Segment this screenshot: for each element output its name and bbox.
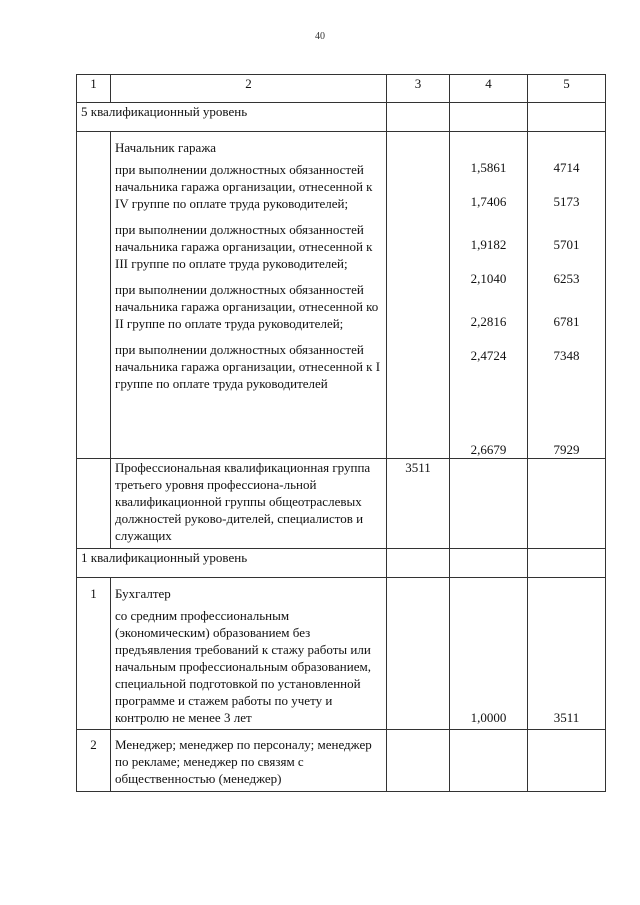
header-col-1: 1 — [77, 75, 111, 103]
salary-column — [528, 132, 606, 459]
row-number: 1 — [90, 586, 97, 601]
accountant-title: Бухгалтер — [115, 586, 171, 601]
coef-group-2 — [454, 236, 523, 287]
level1-row — [77, 549, 606, 578]
header-col-4: 4 — [450, 75, 528, 103]
header-col-3: 3 — [387, 75, 450, 103]
salary-group-3 — [532, 313, 601, 364]
coef-group-3 — [454, 313, 523, 364]
qualification-group-text: Профессиональная квалификационная группа третьего уровня профессиона-льной квалификационной группы общеотраслевых должностей руково-дителей, специалистов и служащих — [111, 459, 387, 549]
salary-value: 6253 — [553, 271, 580, 286]
level5-label: 5 квалификационный уровень — [77, 103, 387, 132]
garage-chief-title: Начальник гаража — [115, 140, 217, 155]
manager-row — [77, 730, 606, 792]
level5-row — [77, 103, 606, 132]
accountant-row — [77, 578, 606, 730]
coef-value: 1,5861 — [470, 160, 507, 175]
row-number: 2 — [90, 737, 97, 752]
page-number: 40 — [315, 31, 325, 42]
qualification-group-code: 3511 — [387, 459, 450, 549]
manager-description: Менеджер; менеджер по персоналу; менеджер по рекламе; менеджер по связям с общественностью (менеджер) — [111, 730, 387, 792]
coef-group-1 — [454, 159, 523, 210]
salary-value: 5701 — [553, 237, 580, 252]
salary-value: 7348 — [553, 348, 580, 363]
coef-value: 1,0000 — [470, 710, 507, 725]
coef-value: 2,1040 — [470, 271, 507, 286]
garage-chief-row — [77, 132, 606, 459]
salary-group-1 — [532, 159, 601, 210]
salary-value: 4714 — [553, 160, 580, 175]
coef-group-4 — [454, 390, 523, 458]
accountant-requirements: со средним профессиональным (экономическим) образованием без предъявления требований к стажу работы или начальным профессиональным образованием, специальной подготовкой по установленной программе и стажем работы по учету и контролю не менее 3 лет — [115, 608, 371, 725]
qualification-group-row — [77, 459, 606, 549]
accountant-description — [111, 578, 387, 730]
garage-chief-description — [111, 132, 387, 459]
coefficients-column — [450, 132, 528, 459]
qualification-table — [76, 74, 606, 792]
garage-chief-item-2: при выполнении должностных обязанностей начальника гаража организации, отнесенной к III группе по оплате труда руководителей; — [115, 222, 373, 271]
header-col-5: 5 — [528, 75, 606, 103]
salary-group-2 — [532, 236, 601, 287]
coef-value: 2,4724 — [470, 348, 507, 363]
garage-chief-item-3: при выполнении должностных обязанностей начальника гаража организации, отнесенной ко II группе по оплате труда руководителей; — [115, 282, 379, 331]
salary-value: 6781 — [553, 314, 580, 329]
garage-chief-item-1: при выполнении должностных обязанностей начальника гаража организации, отнесенной к IV группе по оплате труда руководителей; — [115, 162, 373, 211]
header-row — [77, 75, 606, 103]
coef-value: 2,6679 — [470, 442, 507, 457]
garage-chief-item-4: при выполнении должностных обязанностей начальника гаража организации, отнесенной к I группе по оплате труда руководителей — [115, 342, 381, 391]
coef-value: 1,9182 — [470, 237, 507, 252]
coef-value: 2,2816 — [470, 314, 507, 329]
salary-value: 5173 — [553, 194, 580, 209]
level1-label: 1 квалификационный уровень — [77, 549, 387, 578]
salary-value: 7929 — [553, 442, 580, 457]
header-col-2: 2 — [111, 75, 387, 103]
salary-value: 3511 — [553, 710, 580, 725]
salary-group-4 — [532, 390, 601, 458]
coef-value: 1,7406 — [470, 194, 507, 209]
